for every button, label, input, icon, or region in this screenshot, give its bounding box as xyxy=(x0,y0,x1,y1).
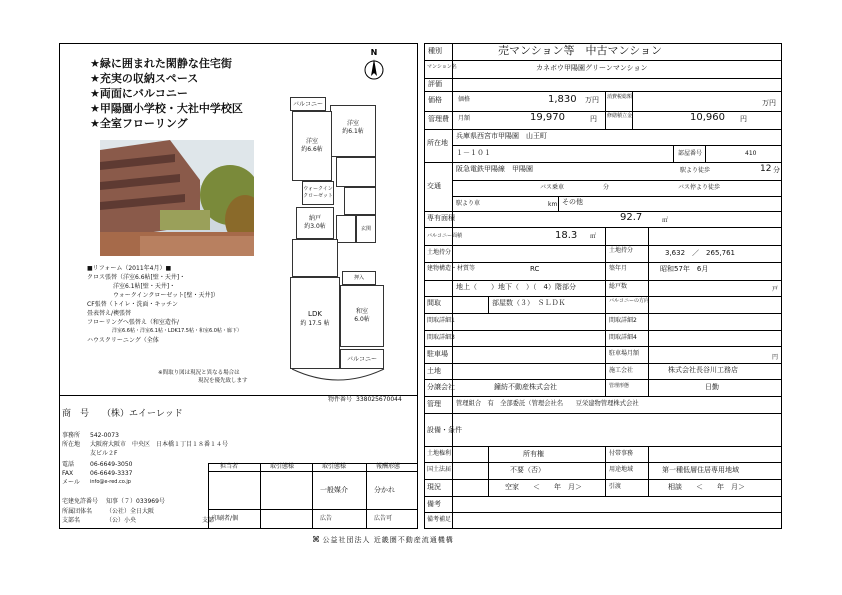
land-use-label: 土地 xyxy=(427,367,441,375)
land-share-value: 3,632 ／ 265,761 xyxy=(665,249,735,257)
builder-label: 施工会社 xyxy=(609,367,634,374)
fax-label: FAX xyxy=(62,470,74,477)
agent-table-header: 取引態様 xyxy=(270,463,295,470)
rights-label: 土地権利 xyxy=(427,450,452,457)
detail2-label: 間取詳細2 xyxy=(609,317,637,324)
reform-note: フローリングへ張替え（和室造作/ xyxy=(87,319,179,326)
property-number-label: 物件番号 xyxy=(328,396,353,403)
seller-label: 分譲会社 xyxy=(427,383,455,391)
status-label: 現況 xyxy=(427,483,441,491)
km-unit: km xyxy=(548,201,558,208)
floorplan-room-western-66: 洋室 約6.6帖 xyxy=(292,111,332,181)
repair-fund-unit: 円 xyxy=(740,115,747,123)
handover-label: 引渡 xyxy=(609,483,622,490)
trade-name: （株）エイーレッド xyxy=(102,409,183,419)
price-label: 価格 xyxy=(428,96,442,104)
block-number: １－１０１ xyxy=(456,149,491,157)
repair-fund-label: 修繕積立金 xyxy=(607,113,633,119)
building-photo xyxy=(100,140,254,256)
agent-table-header: 取引態様 xyxy=(322,463,347,470)
land-law: 不要（否） xyxy=(510,466,545,474)
repair-fund-value: 10,960 xyxy=(690,112,725,123)
units-label: 総戸数 xyxy=(609,283,628,290)
balcony-area-label: バルコニー面積 xyxy=(427,233,463,239)
built-label: 築年月 xyxy=(609,265,628,272)
ad-permission: 広告可 xyxy=(374,515,393,522)
mgmt-type: 日勤 xyxy=(705,383,719,391)
balcony-area-value: 18.3 xyxy=(555,230,578,241)
mgmt-company-label: 管理 xyxy=(427,400,441,408)
footer xyxy=(312,535,454,545)
tel-number: 06-6649-3050 xyxy=(90,461,133,468)
mansion-name-label: マンション名 xyxy=(427,64,457,70)
reform-note: 洋室6.1帖[壁・天井]・ xyxy=(107,283,176,290)
floors: 地上（ ）地下（ ）（ 4）階部分 xyxy=(456,283,576,291)
address-line2: 友ビル２F xyxy=(90,450,118,457)
mgmt-company: 管理組合 有 全部委託（管理会社名 豆栄建物管理株式会社 xyxy=(456,400,639,407)
mgmt-fee-unit: 円 xyxy=(590,115,597,123)
property-type: 売マンション等 中古マンション xyxy=(498,44,663,57)
walk-label: 駅より徒歩 xyxy=(680,167,711,174)
land-share-label: 土地持分 xyxy=(427,249,452,256)
parking-fee-unit: 円 xyxy=(772,354,779,361)
association-logo-icon: ⌘ xyxy=(312,535,320,544)
railway-line: 阪急電鉄甲陽線 甲陽園 xyxy=(456,165,533,173)
address-label: 所在地 xyxy=(62,441,81,448)
other-label: その他 xyxy=(562,198,583,206)
remarks-label: 備考 xyxy=(427,500,441,508)
floorplan-ldk: LDK 約 17.5 帖 xyxy=(290,277,340,369)
price-value: 1,830 xyxy=(548,94,577,105)
bus-walk-label: バス停より徒歩 xyxy=(678,184,721,191)
parking-label: 駐車場 xyxy=(427,350,448,358)
mgmt-fee-prefix: 月額 xyxy=(458,115,471,122)
handover: 相談 ＜ 年 月＞ xyxy=(668,483,745,491)
mail-label: メール xyxy=(62,479,80,486)
floorplan-entrance: 玄関 xyxy=(356,215,376,243)
walk-minutes: 12 xyxy=(760,164,772,174)
branch-suffix: 支部 xyxy=(202,517,215,524)
law-label: 国土法届 xyxy=(427,466,452,473)
headline-item: ★甲陽園小学校・大社中学校区 xyxy=(90,102,243,115)
builder: 株式会社長谷川工務店 xyxy=(668,366,738,374)
built-date: 昭和57年 6月 xyxy=(660,265,709,273)
land-share-label2: 土地持分 xyxy=(609,247,634,254)
tax-label: 消費税総額 xyxy=(607,94,633,100)
north-compass-icon xyxy=(362,46,386,82)
traffic-label: 交通 xyxy=(427,182,441,190)
layout-label: 間取 xyxy=(427,299,441,307)
assoc-name: （公社）全日大阪 xyxy=(106,508,155,515)
bus-unit: 分 xyxy=(603,184,610,191)
room-number: 410 xyxy=(745,150,757,157)
current-status: 空家 ＜ 年 月＞ xyxy=(505,483,582,491)
price-prefix: 価格 xyxy=(458,96,471,103)
floorplan-closet: 押入 xyxy=(342,271,376,285)
reform-note: CF張替（トイレ・洗面・キッチン xyxy=(87,301,178,308)
reform-note: 洋室6.6帖・洋室6.1帖・LDK17.5帖・和室6.0帖・廊下） xyxy=(107,328,242,334)
structure: RC xyxy=(530,265,540,273)
floorplan-kitchen xyxy=(292,239,338,277)
reform-note: ハウスクリーニング（全体 xyxy=(87,337,159,344)
agent-table xyxy=(208,463,418,529)
reform-note: 畳表替え/襖張替 xyxy=(87,310,132,317)
location: 兵庫県西宮市甲陽園 山王町 xyxy=(456,132,547,140)
fax-number: 06-6649-3337 xyxy=(90,470,133,477)
tel-label: 電話 xyxy=(62,461,75,468)
zoning-label: 用途地域 xyxy=(609,466,634,473)
branch-name: （公）小央 xyxy=(106,517,137,524)
mgmt-fee-label: 管理費 xyxy=(428,115,449,123)
structure-label: 建物構造・材質等 xyxy=(427,265,476,272)
facilities-label: 設備・条件 xyxy=(427,426,462,434)
mansion-name: カネボウ甲陽園グリーンマンション xyxy=(536,64,648,72)
floorplan-toilet xyxy=(336,215,356,243)
svg-text:N: N xyxy=(370,48,378,57)
layout: 部屋数（３） ＳＬＤＫ xyxy=(492,299,566,307)
station-car-label: 駅より車 xyxy=(456,200,481,207)
license-number: 知事（７）033969号 xyxy=(106,498,165,505)
trade-name-label: 商 号 xyxy=(62,409,90,419)
seller: 鐘紡不動産株式会社 xyxy=(494,383,557,391)
tax-unit: 万円 xyxy=(762,99,776,107)
postal-code: 542-0073 xyxy=(90,432,119,439)
mail-address[interactable]: info@e-red.co.jp xyxy=(90,479,131,485)
floorplan-room-western-61: 洋室 約6.1帖 xyxy=(330,105,376,157)
land-rights: 所有権 xyxy=(523,450,544,458)
agent-table-header: 報酬形態 xyxy=(376,463,401,470)
office-label: 事務所 xyxy=(62,432,81,439)
branch-label: 支部名 xyxy=(62,517,81,524)
detail4-label: 間取詳細4 xyxy=(609,334,637,341)
headline-item: ★全室フローリング xyxy=(90,117,188,130)
floorplan-washroom xyxy=(344,187,376,215)
balcony-area-unit: ㎡ xyxy=(590,233,597,240)
printer-label: 印刷者/個 xyxy=(212,515,239,522)
area-unit: ㎡ xyxy=(662,217,669,224)
floorplan-storage-room: 納戸 約3.0帖 xyxy=(296,207,334,239)
reform-note: ウォークインクローゼット[壁・天井]） xyxy=(107,292,219,299)
license-label: 宅建免許番号 xyxy=(62,498,99,505)
floorplan-bath xyxy=(336,157,376,187)
room-number-label: 部屋番号 xyxy=(678,150,703,157)
commission-type: 分かれ xyxy=(374,486,395,494)
walk-unit: 分 xyxy=(773,166,780,174)
floorplan-balcony-bottom: バルコニー xyxy=(340,349,384,369)
floorplan-balcony-top: バルコニー xyxy=(290,97,326,111)
floorplan xyxy=(288,95,388,390)
headline-item: ★両面にバルコニー xyxy=(90,87,188,100)
units-unit: 戸 xyxy=(772,286,779,293)
eval-label: 評価 xyxy=(428,80,442,88)
area-label: 専有面積 xyxy=(427,214,455,222)
property-number: 338025670044 xyxy=(356,396,402,403)
attach-label: 付帯事務 xyxy=(609,450,634,457)
detail3-label: 間取詳細3 xyxy=(427,334,455,341)
agent-table-header: 担当者 xyxy=(220,463,239,470)
transaction-type: 一般媒介 xyxy=(320,486,348,494)
type-label: 種別 xyxy=(428,47,442,55)
balcony-direction-label: バルコニーの方向 xyxy=(609,298,650,304)
address-line1: 大阪府大阪市 中央区 日本橋１丁目１８番１４号 xyxy=(90,441,229,448)
location-label: 所在地 xyxy=(427,139,448,147)
reform-note: ■リフォーム（2011年4月）■ xyxy=(87,265,172,272)
headline-item: ★充実の収納スペース xyxy=(90,72,199,85)
footer-text: 公益社団法人 近畿圏不動産流通機構 xyxy=(322,536,454,544)
mgmt-type-label: 管理形態 xyxy=(609,383,630,389)
supplement-label: 備考補足 xyxy=(427,516,452,523)
ad-label: 広告 xyxy=(320,515,333,522)
detail1-label: 間取詳細1 xyxy=(427,317,455,324)
parking-fee-label: 駐車場月額 xyxy=(609,350,640,357)
reform-note: クロス張替（洋室6.6帖[壁・天井]・ xyxy=(87,274,186,281)
assoc-label: 所属団体名 xyxy=(62,508,93,515)
zoning: 第一種低層住居専用地域 xyxy=(662,466,739,474)
price-unit: 万円 xyxy=(585,96,599,104)
floorplan-japanese-room: 和室 6.0帖 xyxy=(340,285,384,347)
bus-label: バス乗車 xyxy=(540,184,565,191)
floorplan-walkin-closet: ウォークイン クローゼット xyxy=(302,181,334,205)
mgmt-fee-value: 19,970 xyxy=(530,112,565,123)
area-value: 92.7 xyxy=(620,212,643,223)
headline-item: ★緑に囲まれた閑静な住宅街 xyxy=(90,57,232,70)
